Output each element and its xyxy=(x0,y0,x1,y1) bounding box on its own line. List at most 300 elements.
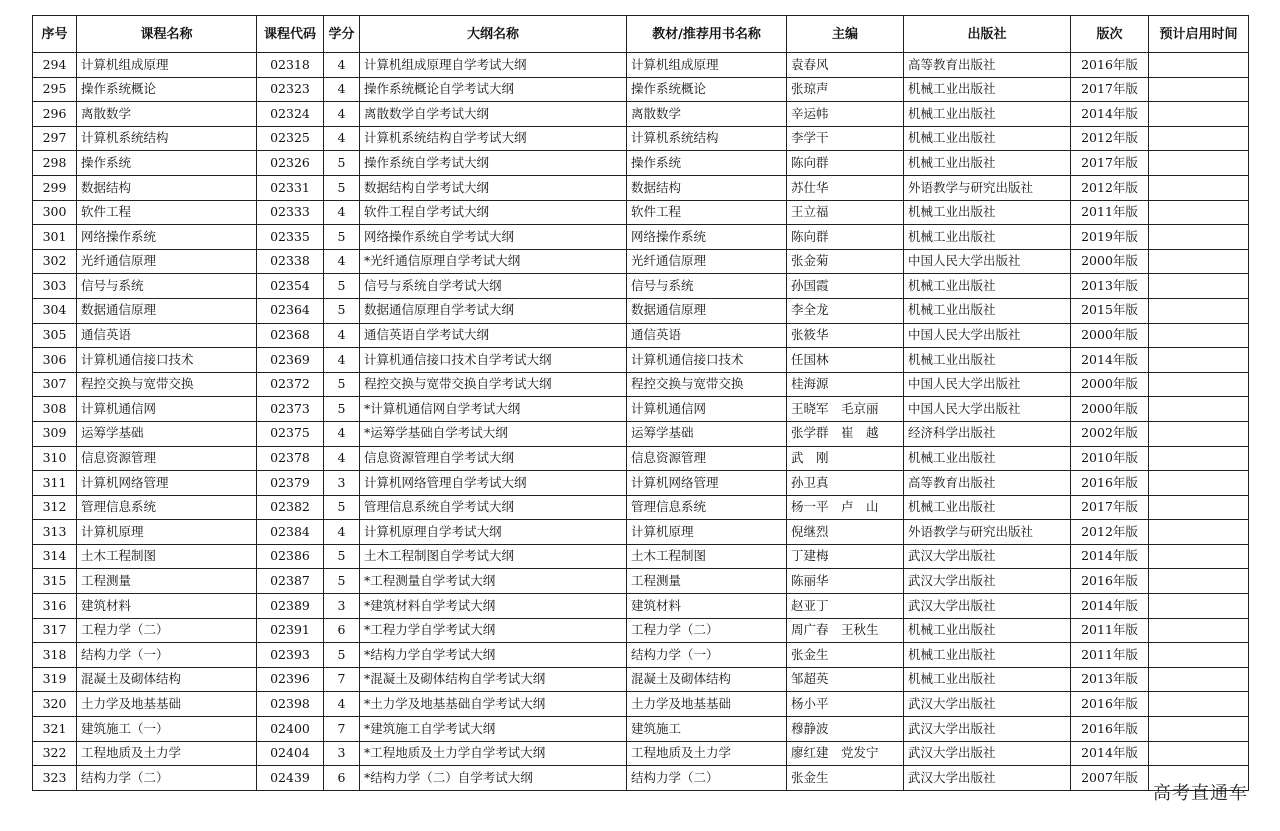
header-index: 序号 xyxy=(33,16,77,53)
cell-course-name: 计算机系统结构 xyxy=(77,126,257,151)
cell-edition: 2002年版 xyxy=(1071,421,1149,446)
cell-start-time xyxy=(1149,200,1249,225)
cell-start-time xyxy=(1149,544,1249,569)
cell-edition: 2011年版 xyxy=(1071,643,1149,668)
cell-course-name: 网络操作系统 xyxy=(77,225,257,250)
cell-course-name: 土木工程制图 xyxy=(77,544,257,569)
table-row xyxy=(33,594,1249,619)
course-table xyxy=(32,15,1249,791)
cell-index: 298 xyxy=(33,151,77,176)
cell-course-code: 02404 xyxy=(257,741,324,766)
cell-credits: 4 xyxy=(324,249,360,274)
cell-course-code: 02331 xyxy=(257,175,324,200)
cell-index: 306 xyxy=(33,348,77,373)
cell-index: 308 xyxy=(33,397,77,422)
header-start-time: 预计启用时间 xyxy=(1149,16,1249,53)
cell-index: 307 xyxy=(33,372,77,397)
cell-credits: 5 xyxy=(324,151,360,176)
cell-credits: 6 xyxy=(324,618,360,643)
cell-start-time xyxy=(1149,225,1249,250)
cell-course-name: 结构力学（二） xyxy=(77,766,257,791)
cell-edition: 2012年版 xyxy=(1071,126,1149,151)
cell-syllabus-name: 数据结构自学考试大纲 xyxy=(360,175,627,200)
cell-editor: 邹超英 xyxy=(787,667,904,692)
cell-editor: 孙国霞 xyxy=(787,274,904,299)
cell-course-name: 建筑材料 xyxy=(77,594,257,619)
cell-publisher: 机械工业出版社 xyxy=(904,151,1071,176)
cell-credits: 4 xyxy=(324,446,360,471)
cell-publisher: 机械工业出版社 xyxy=(904,348,1071,373)
cell-textbook-name: 信号与系统 xyxy=(627,274,787,299)
cell-index: 323 xyxy=(33,766,77,791)
cell-course-name: 计算机组成原理 xyxy=(77,53,257,78)
table-body xyxy=(33,53,1249,791)
cell-editor: 张金生 xyxy=(787,766,904,791)
cell-syllabus-name: 信号与系统自学考试大纲 xyxy=(360,274,627,299)
cell-textbook-name: 数据通信原理 xyxy=(627,298,787,323)
cell-editor: 王晓军 毛京丽 xyxy=(787,397,904,422)
cell-edition: 2014年版 xyxy=(1071,544,1149,569)
cell-start-time xyxy=(1149,151,1249,176)
cell-textbook-name: 计算机系统结构 xyxy=(627,126,787,151)
table-row xyxy=(33,126,1249,151)
table-row xyxy=(33,274,1249,299)
cell-course-name: 计算机原理 xyxy=(77,520,257,545)
cell-editor: 陈向群 xyxy=(787,225,904,250)
cell-textbook-name: 建筑材料 xyxy=(627,594,787,619)
cell-index: 300 xyxy=(33,200,77,225)
cell-textbook-name: 操作系统概论 xyxy=(627,77,787,102)
header-editor: 主编 xyxy=(787,16,904,53)
cell-edition: 2011年版 xyxy=(1071,200,1149,225)
cell-edition: 2015年版 xyxy=(1071,298,1149,323)
cell-syllabus-name: 计算机网络管理自学考试大纲 xyxy=(360,471,627,496)
cell-publisher: 机械工业出版社 xyxy=(904,446,1071,471)
cell-start-time xyxy=(1149,249,1249,274)
table-row xyxy=(33,225,1249,250)
cell-syllabus-name: *混凝土及砌体结构自学考试大纲 xyxy=(360,667,627,692)
cell-edition: 2000年版 xyxy=(1071,397,1149,422)
table-row xyxy=(33,495,1249,520)
cell-textbook-name: 结构力学（一） xyxy=(627,643,787,668)
table-row xyxy=(33,323,1249,348)
cell-course-code: 02318 xyxy=(257,53,324,78)
cell-index: 320 xyxy=(33,692,77,717)
cell-publisher: 经济科学出版社 xyxy=(904,421,1071,446)
cell-credits: 7 xyxy=(324,717,360,742)
cell-publisher: 武汉大学出版社 xyxy=(904,569,1071,594)
cell-syllabus-name: 计算机组成原理自学考试大纲 xyxy=(360,53,627,78)
cell-editor: 武 刚 xyxy=(787,446,904,471)
table-row xyxy=(33,692,1249,717)
cell-publisher: 中国人民大学出版社 xyxy=(904,323,1071,348)
header-course-code: 课程代码 xyxy=(257,16,324,53)
cell-course-code: 02382 xyxy=(257,495,324,520)
cell-syllabus-name: 计算机系统结构自学考试大纲 xyxy=(360,126,627,151)
cell-course-code: 02325 xyxy=(257,126,324,151)
cell-textbook-name: 工程地质及土力学 xyxy=(627,741,787,766)
cell-index: 316 xyxy=(33,594,77,619)
table-row xyxy=(33,53,1249,78)
cell-textbook-name: 计算机组成原理 xyxy=(627,53,787,78)
cell-start-time xyxy=(1149,692,1249,717)
cell-syllabus-name: 网络操作系统自学考试大纲 xyxy=(360,225,627,250)
cell-publisher: 武汉大学出版社 xyxy=(904,717,1071,742)
cell-course-code: 02378 xyxy=(257,446,324,471)
cell-credits: 4 xyxy=(324,53,360,78)
cell-editor: 杨小平 xyxy=(787,692,904,717)
cell-course-code: 02396 xyxy=(257,667,324,692)
cell-credits: 5 xyxy=(324,544,360,569)
table-row xyxy=(33,397,1249,422)
cell-syllabus-name: *工程地质及土力学自学考试大纲 xyxy=(360,741,627,766)
cell-publisher: 机械工业出版社 xyxy=(904,298,1071,323)
cell-editor: 桂海源 xyxy=(787,372,904,397)
cell-syllabus-name: *土力学及地基基础自学考试大纲 xyxy=(360,692,627,717)
cell-edition: 2016年版 xyxy=(1071,692,1149,717)
cell-credits: 4 xyxy=(324,520,360,545)
cell-credits: 4 xyxy=(324,77,360,102)
cell-editor: 任国林 xyxy=(787,348,904,373)
cell-textbook-name: 网络操作系统 xyxy=(627,225,787,250)
cell-course-code: 02386 xyxy=(257,544,324,569)
cell-credits: 5 xyxy=(324,175,360,200)
cell-course-name: 计算机通信网 xyxy=(77,397,257,422)
cell-course-code: 02389 xyxy=(257,594,324,619)
cell-course-code: 02369 xyxy=(257,348,324,373)
table-row xyxy=(33,348,1249,373)
cell-syllabus-name: *计算机通信网自学考试大纲 xyxy=(360,397,627,422)
cell-editor: 杨一平 卢 山 xyxy=(787,495,904,520)
cell-start-time xyxy=(1149,298,1249,323)
cell-edition: 2016年版 xyxy=(1071,471,1149,496)
cell-course-code: 02379 xyxy=(257,471,324,496)
cell-publisher: 外语教学与研究出版社 xyxy=(904,175,1071,200)
cell-syllabus-name: *结构力学自学考试大纲 xyxy=(360,643,627,668)
cell-credits: 4 xyxy=(324,692,360,717)
cell-start-time xyxy=(1149,274,1249,299)
table-row xyxy=(33,717,1249,742)
cell-course-code: 02338 xyxy=(257,249,324,274)
cell-index: 302 xyxy=(33,249,77,274)
cell-course-code: 02400 xyxy=(257,717,324,742)
cell-index: 296 xyxy=(33,102,77,127)
table-header-row xyxy=(33,16,1249,53)
cell-course-name: 信息资源管理 xyxy=(77,446,257,471)
cell-course-name: 工程测量 xyxy=(77,569,257,594)
cell-index: 294 xyxy=(33,53,77,78)
cell-index: 321 xyxy=(33,717,77,742)
cell-start-time xyxy=(1149,667,1249,692)
cell-index: 317 xyxy=(33,618,77,643)
cell-textbook-name: 离散数学 xyxy=(627,102,787,127)
cell-textbook-name: 计算机网络管理 xyxy=(627,471,787,496)
cell-start-time xyxy=(1149,175,1249,200)
cell-index: 305 xyxy=(33,323,77,348)
cell-syllabus-name: 管理信息系统自学考试大纲 xyxy=(360,495,627,520)
cell-index: 301 xyxy=(33,225,77,250)
cell-course-name: 信号与系统 xyxy=(77,274,257,299)
cell-editor: 陈向群 xyxy=(787,151,904,176)
cell-credits: 7 xyxy=(324,667,360,692)
table-row xyxy=(33,667,1249,692)
cell-editor: 赵亚丁 xyxy=(787,594,904,619)
cell-syllabus-name: *建筑材料自学考试大纲 xyxy=(360,594,627,619)
cell-credits: 5 xyxy=(324,274,360,299)
cell-textbook-name: 程控交换与宽带交换 xyxy=(627,372,787,397)
cell-start-time xyxy=(1149,618,1249,643)
cell-index: 319 xyxy=(33,667,77,692)
cell-textbook-name: 建筑施工 xyxy=(627,717,787,742)
cell-course-code: 02324 xyxy=(257,102,324,127)
cell-textbook-name: 光纤通信原理 xyxy=(627,249,787,274)
cell-publisher: 外语教学与研究出版社 xyxy=(904,520,1071,545)
cell-syllabus-name: *工程力学自学考试大纲 xyxy=(360,618,627,643)
table-row xyxy=(33,471,1249,496)
cell-credits: 5 xyxy=(324,643,360,668)
cell-start-time xyxy=(1149,323,1249,348)
cell-credits: 4 xyxy=(324,126,360,151)
cell-start-time xyxy=(1149,372,1249,397)
cell-credits: 5 xyxy=(324,569,360,594)
cell-course-name: 工程地质及土力学 xyxy=(77,741,257,766)
cell-textbook-name: 信息资源管理 xyxy=(627,446,787,471)
cell-edition: 2017年版 xyxy=(1071,495,1149,520)
cell-course-name: 建筑施工（一） xyxy=(77,717,257,742)
cell-syllabus-name: 信息资源管理自学考试大纲 xyxy=(360,446,627,471)
cell-start-time xyxy=(1149,643,1249,668)
table-row xyxy=(33,249,1249,274)
header-course-name: 课程名称 xyxy=(77,16,257,53)
table-row xyxy=(33,151,1249,176)
cell-credits: 5 xyxy=(324,225,360,250)
cell-edition: 2010年版 xyxy=(1071,446,1149,471)
cell-publisher: 机械工业出版社 xyxy=(904,667,1071,692)
cell-course-code: 02326 xyxy=(257,151,324,176)
cell-syllabus-name: *工程测量自学考试大纲 xyxy=(360,569,627,594)
cell-credits: 4 xyxy=(324,102,360,127)
cell-start-time xyxy=(1149,348,1249,373)
header-edition: 版次 xyxy=(1071,16,1149,53)
cell-edition: 2013年版 xyxy=(1071,667,1149,692)
cell-course-name: 离散数学 xyxy=(77,102,257,127)
cell-textbook-name: 土木工程制图 xyxy=(627,544,787,569)
cell-index: 312 xyxy=(33,495,77,520)
cell-course-code: 02354 xyxy=(257,274,324,299)
cell-publisher: 武汉大学出版社 xyxy=(904,692,1071,717)
table-row xyxy=(33,544,1249,569)
cell-edition: 2017年版 xyxy=(1071,151,1149,176)
cell-editor: 王立福 xyxy=(787,200,904,225)
cell-course-name: 操作系统 xyxy=(77,151,257,176)
table-row xyxy=(33,102,1249,127)
cell-syllabus-name: *运筹学基础自学考试大纲 xyxy=(360,421,627,446)
cell-credits: 3 xyxy=(324,741,360,766)
cell-editor: 穆静波 xyxy=(787,717,904,742)
cell-editor: 张学群 崔 越 xyxy=(787,421,904,446)
cell-course-code: 02387 xyxy=(257,569,324,594)
cell-publisher: 中国人民大学出版社 xyxy=(904,397,1071,422)
cell-publisher: 武汉大学出版社 xyxy=(904,594,1071,619)
cell-index: 304 xyxy=(33,298,77,323)
cell-publisher: 高等教育出版社 xyxy=(904,471,1071,496)
cell-course-name: 软件工程 xyxy=(77,200,257,225)
cell-syllabus-name: *建筑施工自学考试大纲 xyxy=(360,717,627,742)
cell-editor: 丁建梅 xyxy=(787,544,904,569)
cell-edition: 2014年版 xyxy=(1071,594,1149,619)
cell-publisher: 机械工业出版社 xyxy=(904,225,1071,250)
cell-publisher: 机械工业出版社 xyxy=(904,126,1071,151)
cell-textbook-name: 软件工程 xyxy=(627,200,787,225)
header-credits: 学分 xyxy=(324,16,360,53)
cell-course-name: 通信英语 xyxy=(77,323,257,348)
cell-start-time xyxy=(1149,741,1249,766)
cell-editor: 辛运帏 xyxy=(787,102,904,127)
cell-index: 315 xyxy=(33,569,77,594)
cell-publisher: 武汉大学出版社 xyxy=(904,766,1071,791)
cell-course-code: 02384 xyxy=(257,520,324,545)
cell-course-name: 数据结构 xyxy=(77,175,257,200)
table-row xyxy=(33,643,1249,668)
cell-editor: 袁春风 xyxy=(787,53,904,78)
cell-credits: 4 xyxy=(324,421,360,446)
course-table-container xyxy=(32,15,1248,791)
cell-index: 303 xyxy=(33,274,77,299)
cell-start-time xyxy=(1149,421,1249,446)
cell-course-name: 运筹学基础 xyxy=(77,421,257,446)
header-textbook-name: 教材/推荐用书名称 xyxy=(627,16,787,53)
table-row xyxy=(33,77,1249,102)
cell-start-time xyxy=(1149,77,1249,102)
cell-publisher: 武汉大学出版社 xyxy=(904,741,1071,766)
cell-editor: 廖红建 党发宁 xyxy=(787,741,904,766)
cell-start-time xyxy=(1149,520,1249,545)
cell-credits: 4 xyxy=(324,348,360,373)
cell-edition: 2011年版 xyxy=(1071,618,1149,643)
table-row xyxy=(33,766,1249,791)
cell-textbook-name: 管理信息系统 xyxy=(627,495,787,520)
table-row xyxy=(33,200,1249,225)
cell-editor: 张金生 xyxy=(787,643,904,668)
cell-course-name: 程控交换与宽带交换 xyxy=(77,372,257,397)
table-row xyxy=(33,569,1249,594)
cell-credits: 4 xyxy=(324,200,360,225)
cell-textbook-name: 计算机原理 xyxy=(627,520,787,545)
header-syllabus-name: 大纲名称 xyxy=(360,16,627,53)
cell-course-code: 02439 xyxy=(257,766,324,791)
cell-credits: 3 xyxy=(324,471,360,496)
cell-course-name: 结构力学（一） xyxy=(77,643,257,668)
cell-edition: 2007年版 xyxy=(1071,766,1149,791)
cell-edition: 2014年版 xyxy=(1071,741,1149,766)
cell-textbook-name: 通信英语 xyxy=(627,323,787,348)
cell-course-code: 02375 xyxy=(257,421,324,446)
cell-credits: 3 xyxy=(324,594,360,619)
cell-editor: 张筱华 xyxy=(787,323,904,348)
cell-course-name: 工程力学（二） xyxy=(77,618,257,643)
cell-syllabus-name: 软件工程自学考试大纲 xyxy=(360,200,627,225)
cell-textbook-name: 操作系统 xyxy=(627,151,787,176)
cell-edition: 2013年版 xyxy=(1071,274,1149,299)
cell-edition: 2017年版 xyxy=(1071,77,1149,102)
cell-editor: 倪继烈 xyxy=(787,520,904,545)
cell-syllabus-name: 操作系统自学考试大纲 xyxy=(360,151,627,176)
cell-publisher: 机械工业出版社 xyxy=(904,102,1071,127)
cell-start-time xyxy=(1149,446,1249,471)
cell-publisher: 机械工业出版社 xyxy=(904,200,1071,225)
cell-credits: 5 xyxy=(324,298,360,323)
table-row xyxy=(33,372,1249,397)
cell-course-code: 02372 xyxy=(257,372,324,397)
cell-edition: 2016年版 xyxy=(1071,717,1149,742)
cell-editor: 李学干 xyxy=(787,126,904,151)
table-row xyxy=(33,446,1249,471)
cell-publisher: 机械工业出版社 xyxy=(904,274,1071,299)
cell-syllabus-name: 程控交换与宽带交换自学考试大纲 xyxy=(360,372,627,397)
cell-syllabus-name: *结构力学（二）自学考试大纲 xyxy=(360,766,627,791)
cell-index: 295 xyxy=(33,77,77,102)
cell-publisher: 机械工业出版社 xyxy=(904,643,1071,668)
cell-syllabus-name: 操作系统概论自学考试大纲 xyxy=(360,77,627,102)
cell-editor: 苏仕华 xyxy=(787,175,904,200)
cell-textbook-name: 混凝土及砌体结构 xyxy=(627,667,787,692)
cell-edition: 2014年版 xyxy=(1071,102,1149,127)
cell-textbook-name: 土力学及地基基础 xyxy=(627,692,787,717)
cell-publisher: 机械工业出版社 xyxy=(904,495,1071,520)
cell-edition: 2014年版 xyxy=(1071,348,1149,373)
cell-textbook-name: 计算机通信接口技术 xyxy=(627,348,787,373)
cell-publisher: 高等教育出版社 xyxy=(904,53,1071,78)
cell-credits: 6 xyxy=(324,766,360,791)
cell-index: 309 xyxy=(33,421,77,446)
cell-syllabus-name: *光纤通信原理自学考试大纲 xyxy=(360,249,627,274)
cell-textbook-name: 数据结构 xyxy=(627,175,787,200)
cell-publisher: 中国人民大学出版社 xyxy=(904,372,1071,397)
cell-course-name: 光纤通信原理 xyxy=(77,249,257,274)
cell-edition: 2016年版 xyxy=(1071,53,1149,78)
cell-textbook-name: 结构力学（二） xyxy=(627,766,787,791)
cell-index: 314 xyxy=(33,544,77,569)
cell-textbook-name: 运筹学基础 xyxy=(627,421,787,446)
header-publisher: 出版社 xyxy=(904,16,1071,53)
table-row xyxy=(33,298,1249,323)
cell-publisher: 中国人民大学出版社 xyxy=(904,249,1071,274)
cell-syllabus-name: 计算机原理自学考试大纲 xyxy=(360,520,627,545)
cell-start-time xyxy=(1149,471,1249,496)
cell-credits: 4 xyxy=(324,323,360,348)
cell-textbook-name: 工程测量 xyxy=(627,569,787,594)
cell-edition: 2012年版 xyxy=(1071,520,1149,545)
cell-start-time xyxy=(1149,569,1249,594)
cell-syllabus-name: 计算机通信接口技术自学考试大纲 xyxy=(360,348,627,373)
table-row xyxy=(33,520,1249,545)
cell-index: 313 xyxy=(33,520,77,545)
cell-credits: 5 xyxy=(324,372,360,397)
cell-start-time xyxy=(1149,397,1249,422)
cell-course-name: 计算机网络管理 xyxy=(77,471,257,496)
cell-edition: 2000年版 xyxy=(1071,249,1149,274)
cell-editor: 张琼声 xyxy=(787,77,904,102)
cell-start-time xyxy=(1149,102,1249,127)
cell-start-time xyxy=(1149,717,1249,742)
cell-index: 299 xyxy=(33,175,77,200)
cell-editor: 李全龙 xyxy=(787,298,904,323)
cell-course-code: 02368 xyxy=(257,323,324,348)
cell-course-name: 土力学及地基基础 xyxy=(77,692,257,717)
cell-course-code: 02333 xyxy=(257,200,324,225)
cell-index: 297 xyxy=(33,126,77,151)
cell-index: 311 xyxy=(33,471,77,496)
